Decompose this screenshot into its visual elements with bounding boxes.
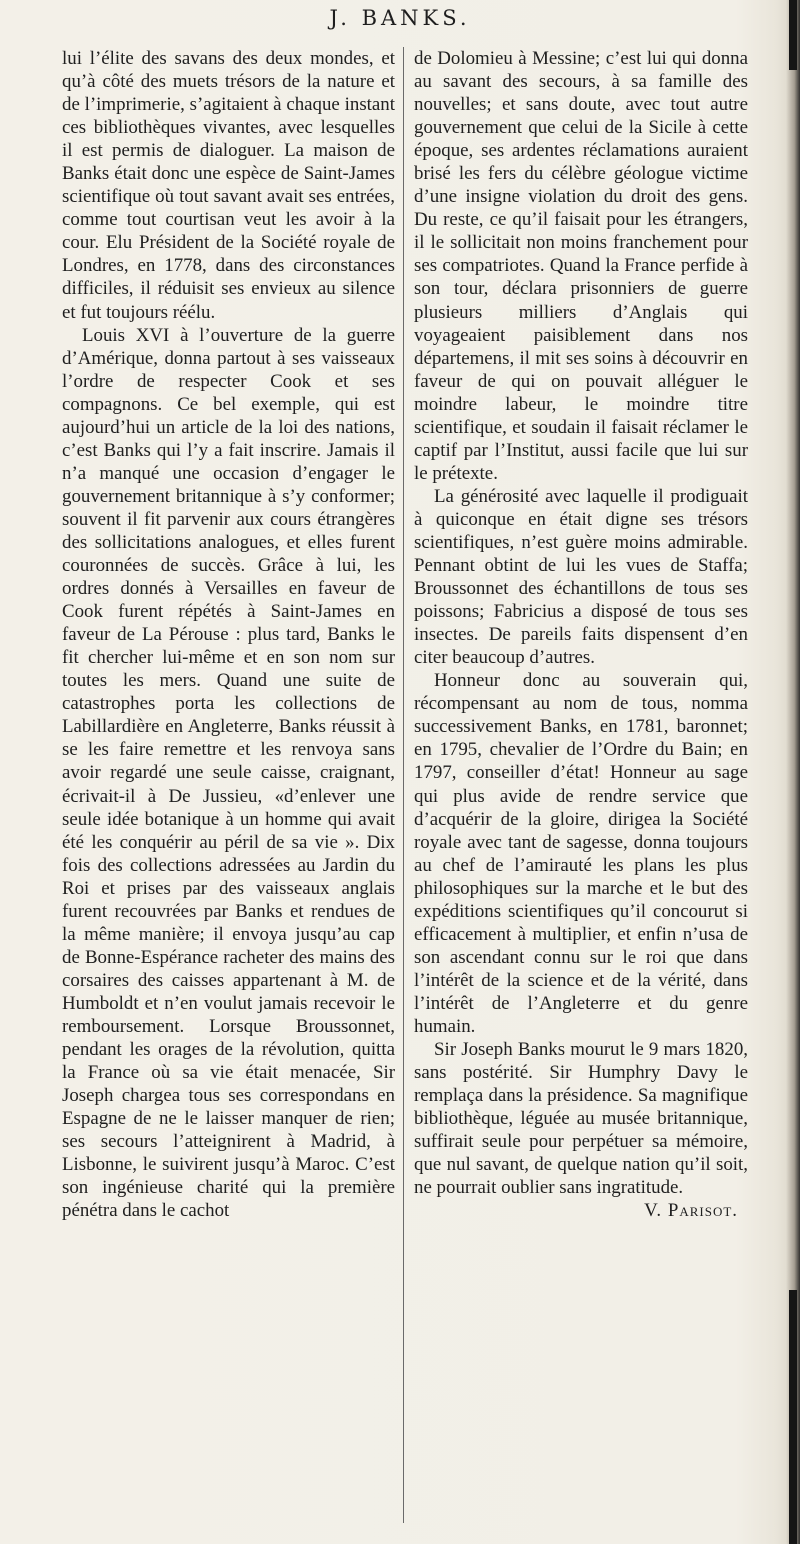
paragraph: La générosité avec laquelle il prodiguait à quiconque en était digne ses trésors scientifiques, n’est guère moins admirable. Pennant obtint de lui les vues de Staffa; Broussonnet des échantillons de tous ses poissons; Fabricius a disposé de tous ses insectes. De pareils faits dispensent d’en citer beaucoup d’autres.: [414, 485, 748, 669]
paragraph: Sir Joseph Banks mourut le 9 mars 1820, sans postérité. Sir Humphry Davy le remplaça dans la présidence. Sa magnifique bibliothèque, léguée au musée britannique, suffirait seule pour perpétuer sa mémoire, que nul savant, de quelque nation qu’il soit, ne pourrait oublier sans ingratitude.: [414, 1039, 748, 1199]
paragraph: Honneur donc au souverain qui, récompensant au nom de tous, nomma successivement Banks, en 1781, baronnet; en 1795, chevalier de l’Ordre du Bain; en 1797, conseiller d’état! Honneur au sage qui plus avide de rendre service que d’acquérir de la gloire, dirigea la Société royale avec tant de sagesse, donna toujours au chef de l’amirauté les plans les plus philosophiques sur la marche et le but des expéditions scientifiques qu’il concourut si efficacement à multiplier, et enfin n’usa de son ascendant connu sur le roi que dans l’intérêt de la science et de la vérité, dans l’intérêt de l’Angleterre et du genre humain.: [414, 670, 748, 1037]
page-edge-mark: [789, 0, 797, 70]
page-edge-mark: [789, 1290, 797, 1544]
right-column: [414, 47, 748, 1222]
running-header: J. BANKS.: [329, 6, 471, 30]
column-divider: [403, 47, 404, 1523]
author-signature: V. Parisot.: [644, 1200, 738, 1222]
left-column: [62, 47, 395, 1222]
paragraph: lui l’élite des savans des deux mondes, et qu’à côté des muets trésors de la nature et de l’imprimerie, s’agitaient à chaque instant ces bibliothèques vivantes, avec lesquelles il est permis de dialoguer. La maison de Banks était donc une espèce de Saint-James scientifique où tout savant avait ses entrées, comme tout courtisan veut les avoir à la cour. Elu Président de la Société royale de Londres, en 1778, dans des circonstances difficiles, il réduisit ses envieux au silence et fut toujours réélu.: [62, 48, 395, 323]
paragraph: Louis XVI à l’ouverture de la guerre d’Amérique, donna partout à ses vaisseaux l’ordre de respecter Cook et ses compagnons. Ce bel exemple, qui est aujourd’hui un article de la loi des nations, c’est Banks qui l’y a fait inscrire. Jamais il n’a manqué une occasion d’engager le gouvernement britannique à s’y conformer; souvent il fit parvenir aux cours étrangères des sollicitations analogues, et elles furent couronnées de succès. Grâce à lui, les ordres donnés à Versailles en faveur de Cook furent répétés à Saint-James en faveur de La Pérouse : plus tard, Banks le fit chercher lui-même et en son nom sur toutes les mers. Quand une suite de catastrophes porta les collections de Labillardière en Angleterre, Banks réussit à se les faire remettre et les renvoya sans avoir regardé une seule caisse, craignant, écrivait-il à De Jussieu, «d’enlever une seule idée botanique à un homme qui avait été les conquérir au péril de sa vie ». Dix fois des collections adressées au Jardin du Roi et prises par des vaisseaux anglais furent recouvrées par Banks et rendues de la même manière; il envoya jusqu’au cap de Bonne-Espérance racheter des mains des corsaires des caisses appartenant à M. de Humboldt et n’en voulut jamais recevoir le remboursement. Lorsque Broussonnet, pendant les orages de la révolution, quitta la France où sa vie était menacée, Sir Joseph chargea tous ses correspondans en Espagne de ne le laisser manquer de rien; ses secours l’atteignirent à Madrid, à Lisbonne, le suivirent jusqu’à Maroc. C’est son ingénieuse charité qui la première pénétra dans le cachot: [62, 324, 395, 1222]
paragraph: de Dolomieu à Messine; c’est lui qui donna au savant des secours, à sa famille des nouvelles; et sans doute, avec tout autre gouvernement que celui de la Sicile à cette époque, ses ardentes réclamations auraient brisé les fers du célèbre géologue victime d’une insigne violation du droit des gens. Du reste, ce qu’il faisait pour les étrangers, il le sollicitait non moins franchement pour ses compatriotes. Quand la France perfide à son tour, déclara prisonniers de guerre plusieurs milliers d’Anglais qui voyageaient paisiblement dans nos départemens, il mit ses soins à découvrir en faveur de qui on pouvait alléguer le moindre labeur, le moindre titre scientifique, et soudain il faisait réclamer le captif par l’Institut, aussi facile que lui sur le prétexte.: [414, 48, 748, 484]
